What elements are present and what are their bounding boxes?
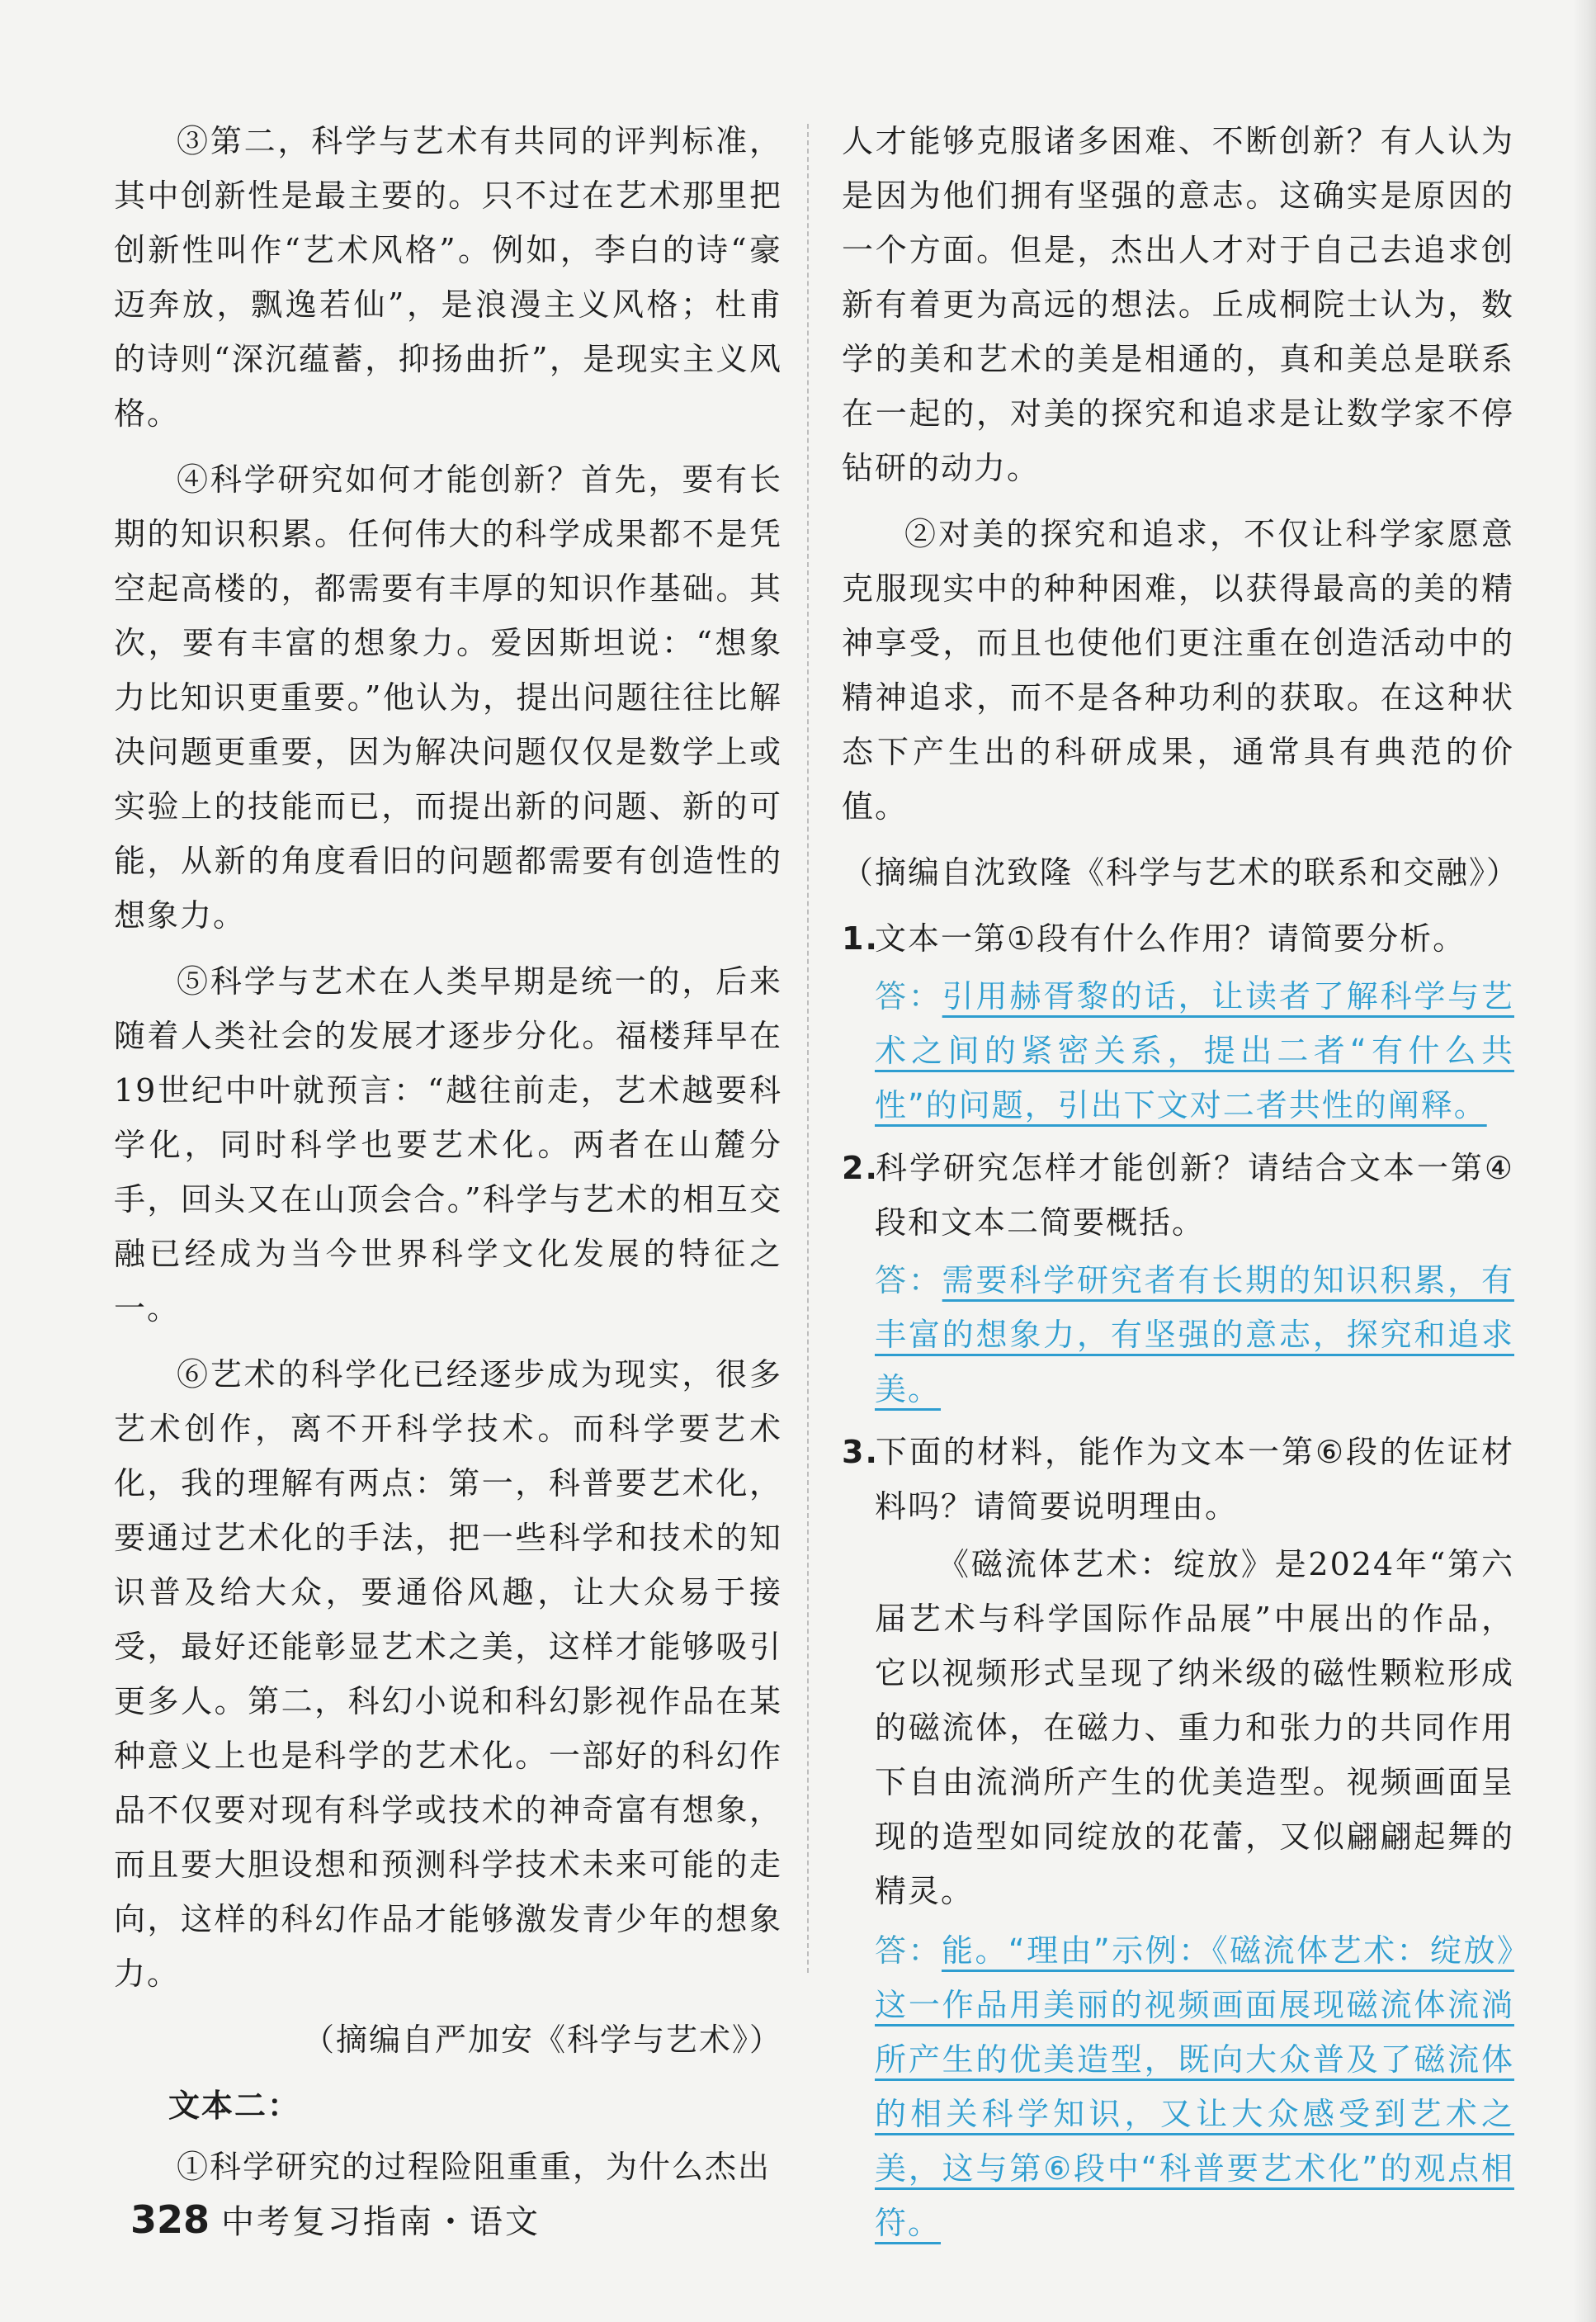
question-text: 文本一第①段有什么作用？请简要分析。 (875, 920, 1466, 957)
question-material: 《磁流体艺术：绽放》是2024年“第六届艺术与科学国际作品展”中展出的作品，它以视频形式呈现了纳米级的磁性颗粒形成的磁流体，在磁力、重力和张力的共同作用下自由流淌所产生的优美造型。视频画面呈现的造型如同绽放的花蕾，又似翩翩起舞的精灵。 (875, 1546, 1514, 1909)
text2-paragraph-1-start: ①科学研究的过程险阻重重，为什么杰出 (177, 2149, 772, 2185)
paragraph-3: ③第二，科学与艺术有共同的评判标准，其中创新性是最主要的。只不过在艺术那里把创新性叫作“艺术风格”。例如，李白的诗“豪迈奔放，飘逸若仙”，是浪漫主义风格；杜甫的诗则“深沉蕴蓄，抑扬曲折”，是现实主义风格。 (114, 123, 782, 432)
question-2 (842, 1141, 1514, 1416)
answer-text: 引用赫胥黎的话，让读者了解科学与艺术之间的紧密关系，提出二者“有什么共性”的问题，引出下文对二者共性的阐释。 (875, 978, 1514, 1123)
book-title: 中考复习指南・语文 (221, 2203, 541, 2241)
question-number: 1. (842, 920, 879, 957)
question-3 (842, 1425, 1514, 2250)
answer-block (842, 969, 1514, 1133)
text2-heading: 文本二： (168, 2088, 301, 2124)
answer-label: 答： (875, 978, 942, 1014)
answer-block (842, 1923, 1514, 2250)
answer-block (842, 1253, 1514, 1416)
source-citation-1: （摘编自严加安《科学与艺术》） (302, 2022, 782, 2058)
question-1 (842, 911, 1514, 1133)
paragraph-5: ⑤科学与艺术在人类早期是统一的，后来随着人类社会的发展才逐步分化。福楼拜早在19世纪中叶就预言：“越往前走，艺术越要科学化，同时科学也要艺术化。两者在山麓分手，回头又在山顶会合。”科学与艺术的相互交融已经成为当今世界科学文化发展的特征之一。 (114, 963, 782, 1327)
question-number: 3. (842, 1434, 879, 1470)
page-footer (130, 2196, 541, 2243)
text2-paragraph-1-end: 人才能够克服诸多困难、不断创新？有人认为是因为他们拥有坚强的意志。这确实是原因的一个方面。但是，杰出人才对于自己去追求创新有着更为高远的想法。丘成桐院士认为，数学的美和艺术的美是相通的，真和美总是联系在一起的，对美的探究和追求是让数学家不停钻研的动力。 (842, 123, 1514, 486)
paragraph-4: ④科学研究如何才能创新？首先，要有长期的知识积累。任何伟大的科学成果都不是凭空起高楼的，都需要有丰厚的知识作基础。其次，要有丰富的想象力。爱因斯坦说：“想象力比知识更重要。”他认为，提出问题往往比解决问题更重要，因为解决问题仅仅是数学上或实验上的技能而已，而提出新的问题、新的可能，从新的角度看旧的问题都需要有创造性的想象力。 (114, 461, 782, 934)
paragraph-6: ⑥艺术的科学化已经逐步成为现实，很多艺术创作，离不开科学技术。而科学要艺术化，我的理解有两点：第一，科普要艺术化，要通过艺术化的手法，把一些科学和技术的知识普及给大众，要通俗风趣，让大众易于接受，最好还能彰显艺术之美，这样才能够吸引更多人。第二，科幻小说和科幻影视作品在某种意义上也是科学的艺术化。一部好的科幻作品不仅要对现有科学或技术的神奇富有想象，而且要大胆设想和预测科学技术未来可能的走向，这样的科幻作品才能够激发青少年的想象力。 (114, 1356, 782, 1992)
answer-label: 答： (875, 1932, 942, 1969)
source-citation-2: （摘编自沈致隆《科学与艺术的联系和交融》） (842, 854, 1520, 891)
right-column (842, 114, 1520, 2258)
question-text: 科学研究怎样才能创新？请结合文本一第④段和文本二简要概括。 (875, 1150, 1514, 1241)
left-column (114, 114, 782, 2206)
text2-paragraph-2: ②对美的探究和追求，不仅让科学家愿意克服现实中的种种困难，以获得最高的美的精神享受，而且也使他们更注重在创造活动中的精神追求，而不是各种功利的获取。在这种状态下产生出的科研成果，通常具有典范的价值。 (842, 516, 1514, 825)
page-number: 328 (130, 2197, 210, 2242)
question-text: 下面的材料，能作为文本一第⑥段的佐证材料吗？请简要说明理由。 (875, 1434, 1514, 1525)
page-edge (1573, 0, 1596, 2322)
question-number: 2. (842, 1150, 879, 1186)
answer-text: 能。“理由”示例：《磁流体艺术：绽放》这一作品用美丽的视频画面展现磁流体流淌所产生的优美造型，既向大众普及了磁流体的相关科学知识，又让大众感受到艺术之美，这与第⑥段中“科普要艺术化”的观点相符。 (875, 1932, 1514, 2241)
answer-label: 答： (875, 1262, 942, 1298)
answer-text: 需要科学研究者有长期的知识积累，有丰富的想象力，有坚强的意志，探究和追求美。 (875, 1262, 1514, 1407)
column-divider (807, 124, 809, 1973)
